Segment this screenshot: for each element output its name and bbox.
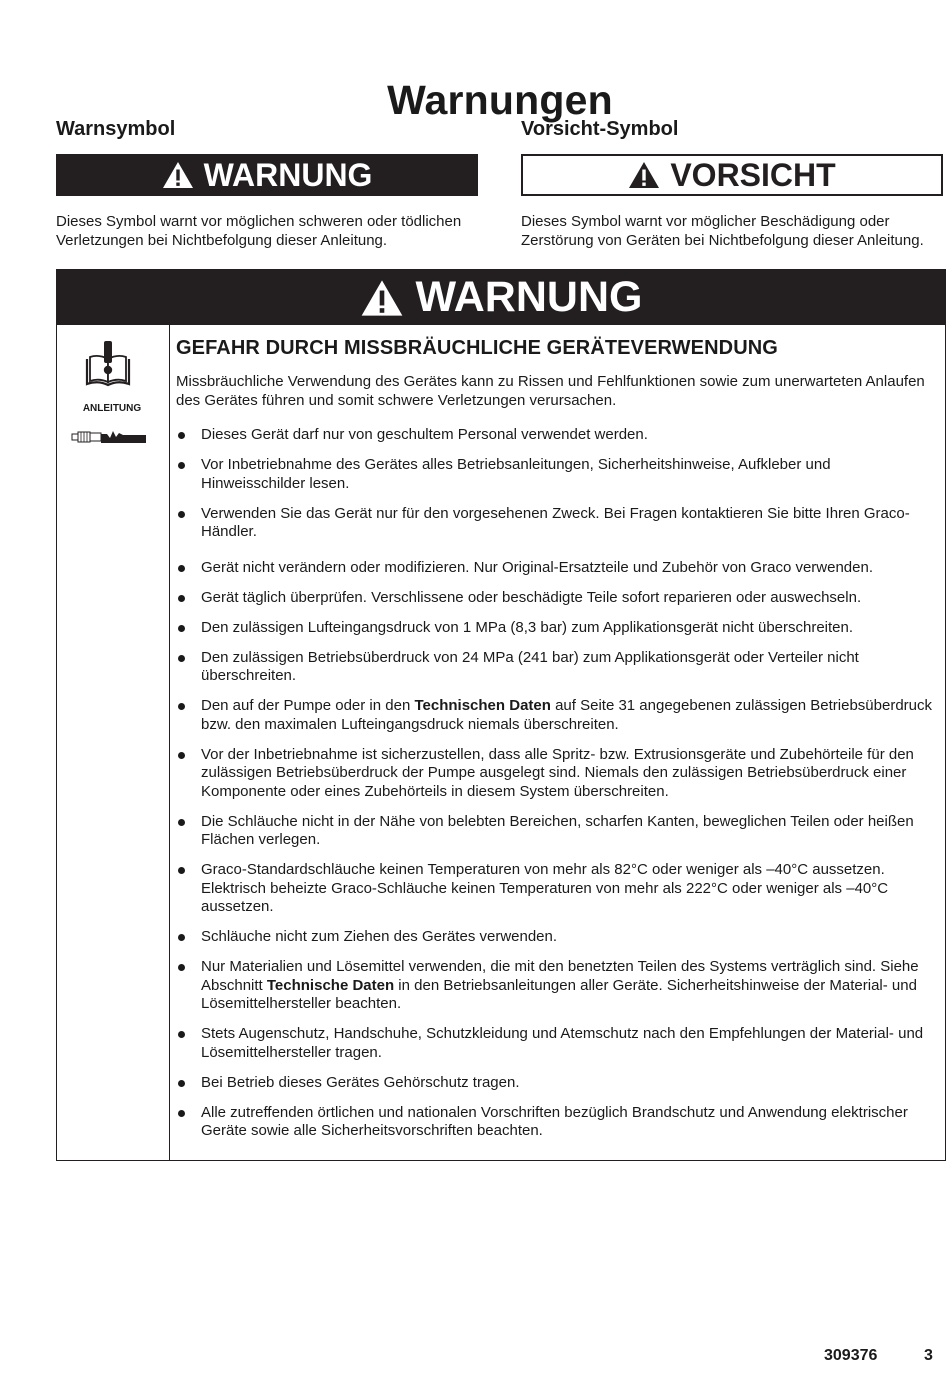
list-item: Stets Augenschutz, Handschuhe, Schutzkleidung und Atemschutz nach den Empfehlungen der Material- und Lösemittelhersteller tragen. bbox=[176, 1025, 937, 1062]
list-item: Gerät nicht verändern oder modifizieren. Nur Original-Ersatzteile und Zubehör von Graco verwenden. bbox=[176, 559, 937, 578]
warning-symbol-section bbox=[56, 118, 478, 250]
list-item: Nur Materialien und Lösemittel verwenden, die mit den benetzten Teilen des Systems verträglich sind. Siehe Abschnitt Technische Daten in den Betriebsanleitungen aller Geräte. Sicherheitshinweise der Material- und Lösemittelhersteller beachten. bbox=[176, 958, 937, 1014]
list-item: Graco-Standardschläuche keinen Temperaturen von mehr als 82°C oder weniger als –40°C aussetzen. Elektrisch beheizte Graco-Schläuche keinen Temperaturen von mehr als 222°C oder weniger als –40°C aussetzen. bbox=[176, 861, 937, 917]
technical-data-reference: Technische Daten bbox=[266, 976, 395, 994]
hazard-icon-column bbox=[57, 325, 170, 1160]
caution-symbol-section bbox=[521, 118, 943, 250]
list-item: Die Schläuche nicht in der Nähe von belebten Bereichen, scharfen Kanten, beweglichen Teilen oder heißen Flächen verlegen. bbox=[176, 813, 937, 850]
list-item: Verwenden Sie das Gerät nur für den vorgesehenen Zweck. Bei Fragen kontaktieren Sie bitte Ihren Graco-Händler. bbox=[176, 505, 937, 542]
hose-icon bbox=[71, 429, 147, 450]
list-item: Vor Inbetriebnahme des Gerätes alles Betriebsanleitungen, Sicherheitshinweise, Aufkleber und Hinweisschilder lesen. bbox=[176, 456, 937, 493]
caution-symbol-heading: Vorsicht-Symbol bbox=[521, 118, 679, 140]
list-item: Bei Betrieb dieses Gerätes Gehörschutz tragen. bbox=[176, 1074, 937, 1093]
warning-symbol-description: Dieses Symbol warnt vor möglichen schweren oder tödlichen Verletzungen bei Nichtbefolgung dieser Anleitung. bbox=[56, 213, 462, 249]
caution-symbol-description: Dieses Symbol warnt vor möglicher Beschädigung oder Zerstörung von Geräten bei Nichtbefolgung dieser Anleitung. bbox=[521, 213, 924, 249]
technical-data-reference: Technischen Daten bbox=[414, 697, 551, 714]
manual-icon-label: ANLEITUNG bbox=[82, 403, 142, 414]
list-item: Den zulässigen Betriebsüberdruck von 24 MPa (241 bar) zum Applikationsgerät oder Verteiler nicht überschreiten. bbox=[176, 649, 937, 686]
warning-banner bbox=[56, 154, 478, 196]
caution-banner bbox=[521, 154, 943, 196]
warning-banner-label: WARNUNG bbox=[203, 156, 373, 193]
manual-icon bbox=[83, 340, 133, 395]
hazard-content bbox=[176, 325, 937, 1152]
list-item: Gerät täglich überprüfen. Verschlissene oder beschädigte Teile sofort reparieren oder auswechseln. bbox=[176, 589, 937, 608]
warning-table-header bbox=[57, 270, 945, 325]
hazard-bullet-list bbox=[176, 426, 937, 1141]
hazard-intro: Missbräuchliche Verwendung des Gerätes kann zu Rissen und Fehlfunktionen sowie zum unerwarteten Anlaufen des Gerätes führen und somit schwere Verletzungen verursachen. bbox=[176, 373, 925, 409]
list-item: Den zulässigen Lufteingangsdruck von 1 MPa (8,3 bar) zum Applikationsgerät nicht überschreiten. bbox=[176, 619, 937, 638]
page-title: Warnungen bbox=[387, 77, 613, 124]
warning-table-header-label: WARNUNG bbox=[415, 273, 643, 321]
warning-symbol-heading: Warnsymbol bbox=[56, 118, 176, 140]
list-item: Den auf der Pumpe oder in den Technischen Daten auf Seite 31 angegebenen zulässigen Betriebsüberdruck bzw. den maximalen Lufteingangsdruck niemals überschreiten. bbox=[176, 697, 937, 734]
hazard-heading: GEFAHR DURCH MISSBRÄUCHLICHE GERÄTEVERWENDUNG bbox=[176, 337, 778, 359]
warning-triangle-icon bbox=[360, 279, 404, 317]
warning-table bbox=[56, 269, 946, 1161]
list-item: Vor der Inbetriebnahme ist sicherzustellen, dass alle Spritz- bzw. Extrusionsgeräte und Zubehörteile für den zulässigen Betriebsüberdruck der Pumpe ausgelegt sind. Niemals den zulässigen Betriebsüberdruck einer Komponente oder eines Zubehörteils in diesem System überschreiten. bbox=[176, 746, 937, 802]
warning-triangle-icon bbox=[162, 161, 194, 189]
caution-banner-label: VORSICHT bbox=[670, 156, 836, 193]
list-item: Dieses Gerät darf nur von geschultem Personal verwendet werden. bbox=[176, 426, 937, 445]
caution-triangle-icon bbox=[628, 161, 660, 189]
document-number: 309376 bbox=[824, 1347, 878, 1364]
list-item: Schläuche nicht zum Ziehen des Gerätes verwenden. bbox=[176, 928, 937, 947]
page-number: 3 bbox=[924, 1347, 933, 1364]
list-item: Alle zutreffenden örtlichen und nationalen Vorschriften bezüglich Brandschutz und Anwendung elektrischer Geräte sowie alle Sicherheitsvorschriften beachten. bbox=[176, 1104, 937, 1141]
